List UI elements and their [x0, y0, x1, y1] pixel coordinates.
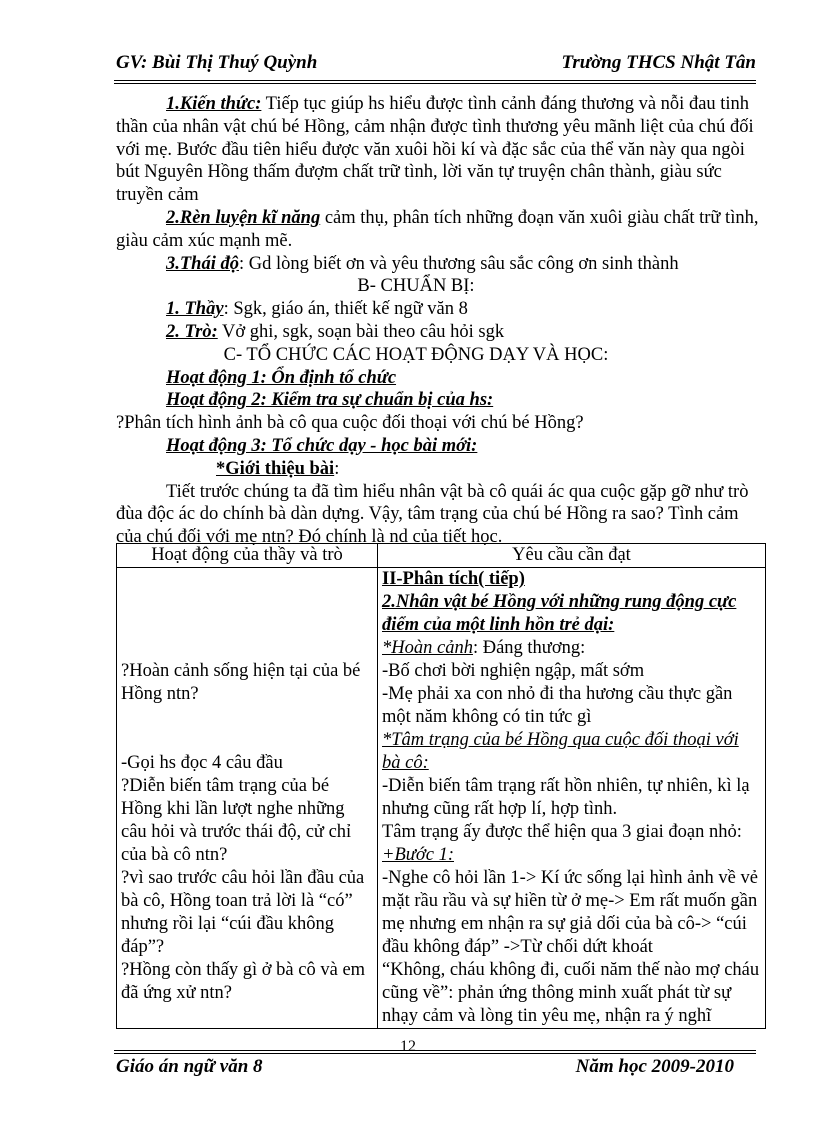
activity-1-label: Hoạt động 1: Ổn định tổ chức [166, 367, 397, 388]
page-header [116, 52, 756, 76]
intro-label: *Giới thiệu bài [216, 458, 335, 479]
activity-1 [116, 367, 766, 390]
circumstance-label: *Hoàn cảnh [382, 638, 473, 658]
page-number: 12 [400, 1038, 416, 1055]
activity-3-label: Hoạt động 3: Tổ chức dạy - học bài mới: [166, 435, 478, 456]
teacher-label: 1. Thầy [166, 299, 224, 320]
objective-knowledge [116, 93, 766, 207]
lesson-body [116, 93, 766, 549]
page-footer [116, 1056, 734, 1080]
table-row [117, 568, 766, 1029]
step-1-text: -Nghe cô hỏi lần 1-> Kí ức sống lại hình ảnh về vẻ mặt rầu rầu và sự hiền từ ở mẹ-> Em rất muốn gần mẹ nhưng em nhận ra sự giả dối của bà cô-> “cúi đầu không đáp” ->Từ chối dứt khoát [382, 868, 758, 957]
activity-2-label: Hoạt động 2: Kiểm tra sự chuẩn bị của hs: [166, 390, 494, 411]
footer-year: Năm học 2009-2010 [575, 1056, 734, 1077]
student-text: Vở ghi, sgk, soạn bài theo câu hỏi sgk [217, 321, 505, 342]
skill-label: 2.Rèn luyện kĩ năng [166, 207, 321, 228]
question-response: ?Hồng còn thấy gì ở bà cô và em đã ứng xử ntn? [121, 960, 366, 1003]
activity-3 [116, 435, 766, 458]
teacher-text: : Sgk, giáo án, thiết kế ngữ văn 8 [223, 299, 468, 320]
col-header-requirements: Yêu cầu cần đạt [378, 544, 766, 568]
question-emotion: ?Diễn biến tâm trạng của bé Hồng khi lần lượt nghe những câu hỏi và trước thái độ, cử chỉ của bà cô ntn? [121, 776, 352, 865]
attitude-label: 3.Thái độ [166, 253, 239, 274]
table-header-row [117, 544, 766, 568]
objective-attitude [116, 253, 766, 276]
footer-subject: Giáo án ngữ văn 8 [116, 1056, 263, 1077]
header-teacher: GV: Bùi Thị Thuý Quỳnh [116, 52, 318, 73]
step-1-quote: “Không, cháu không đi, cuối năm thế nào mợ cháu cũng về”: phản ứng thông minh xuất phát từ sự nhạy cảm và lòng tin yêu mẹ, nhận ra ý nghĩ [382, 960, 760, 1026]
father-line: -Bố chơi bời nghiện ngập, mất sớm [382, 661, 645, 681]
intro-heading [116, 458, 766, 481]
header-rule [114, 80, 756, 84]
question-circumstance: ?Hoàn cảnh sống hiện tại của bé Hồng ntn? [121, 661, 361, 704]
section-c-title: C- TỔ CHỨC CÁC HOẠT ĐỘNG DẠY VÀ HỌC: [223, 344, 609, 365]
requirements-cell [378, 568, 766, 1029]
question-why: ?vì sao trước câu hỏi lần đầu của bà cô, Hồng toan trả lời là “có” nhưng rồi lại “cúi đầu không đáp”? [121, 868, 365, 957]
col-header-activities: Hoạt động của thầy và trò [117, 544, 378, 568]
attitude-text: : Gd lòng biết ơn và yêu thương sâu sắc công ơn sinh thành [238, 253, 679, 274]
activity-2-question: ?Phân tích hình ảnh bà cô qua cuộc đối thoại với chú bé Hồng? [116, 413, 584, 434]
circumstance-line [382, 637, 761, 660]
objective-skill [116, 207, 766, 253]
analysis-heading: II-Phân tích( tiếp) [382, 569, 525, 589]
activity-table [116, 543, 766, 1029]
knowledge-text: Tiếp tục giúp hs hiểu được tình cảnh đáng thương và nỗi đau tinh thần của nhân vật chú bé Hồng, cảm nhận được tình thương yêu mãnh liệt của chú đối với mẹ. Bước đầu tiên hiểu được văn xuôi hồi kí và đặc sắc của thể văn này qua ngòi bút Nguyên Hồng thấm đượm chất trữ tình, lời văn tự truyện chân thành, giàu sức truyền cảm [116, 94, 754, 206]
activity-2 [116, 389, 766, 412]
circumstance-text: : Đáng thương: [472, 638, 586, 658]
intro-colon: : [334, 458, 340, 479]
skill-text: cảm thụ, phân tích những đoạn văn xuôi giàu chất trữ tình, giàu cảm xúc mạnh mẽ. [116, 207, 759, 251]
character-heading: 2.Nhân vật bé Hồng với những rung động cực điểm của một linh hồn trẻ dại: [382, 592, 737, 635]
prep-student [116, 321, 766, 344]
header-school: Trường THCS Nhật Tân [561, 52, 756, 73]
teacher-student-cell [117, 568, 378, 1029]
intro-text: Tiết trước chúng ta đã tìm hiểu nhân vật bà cô quái ác qua cuộc gặp gỡ như trò đùa độc ác do chính bà dàn dựng. Vậy, tâm trạng của chú bé Hồng ra sao? Tình cảm của chú đối với mẹ ntn? Đó chính là nd của tiết học. [116, 481, 749, 548]
footer-rule [114, 1050, 756, 1054]
knowledge-label: 1.Kiến thức: [166, 94, 262, 114]
instruction-read: -Gọi hs đọc 4 câu đầu [121, 753, 283, 773]
student-label: 2. Trò: [166, 321, 218, 342]
step-1-label: +Bước 1: [382, 845, 454, 865]
prep-teacher [116, 298, 766, 321]
section-b-title: B- CHUẨN BỊ: [357, 276, 475, 297]
stages-intro: Tâm trạng ấy được thể hiện qua 3 giai đoạn nhỏ: [382, 822, 742, 842]
emotion-heading: *Tâm trạng của bé Hồng qua cuộc đối thoại với bà cô: [382, 730, 739, 773]
emotion-summary: -Diễn biến tâm trạng rất hồn nhiên, tự nhiên, kì lạ nhưng cũng rất hợp lí, hợp tình. [382, 776, 750, 819]
mother-line: -Mẹ phải xa con nhỏ đi tha hương cầu thực gần một năm không có tin tức gì [382, 684, 733, 727]
